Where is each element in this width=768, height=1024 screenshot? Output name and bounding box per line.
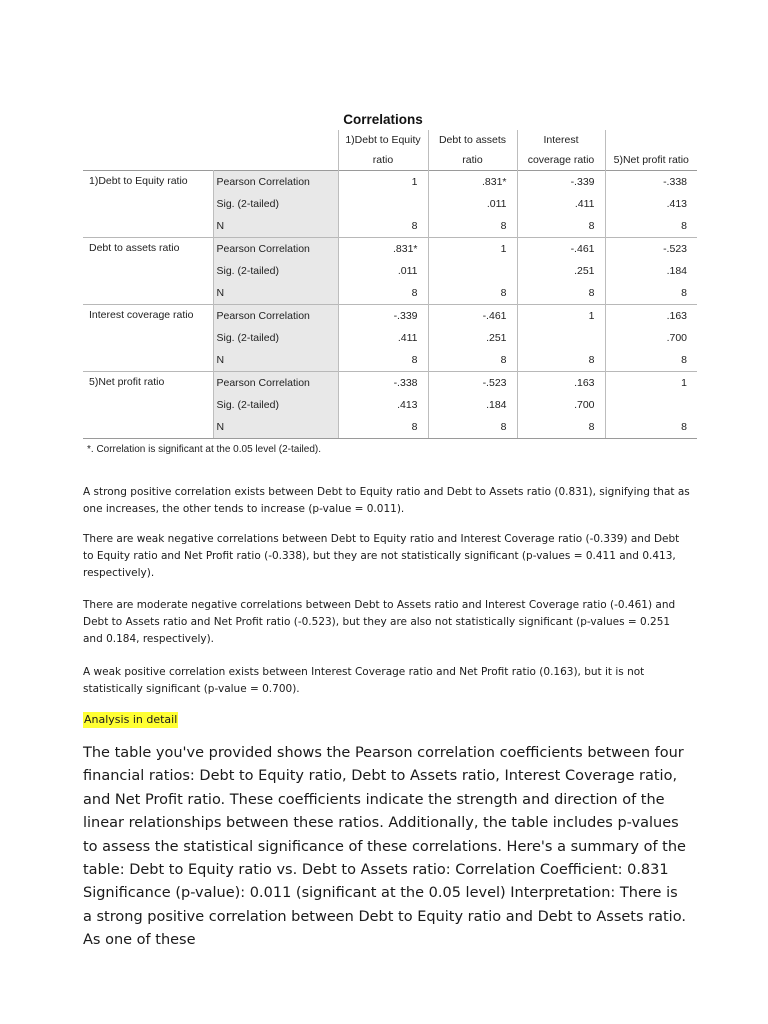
table-cell: 8: [517, 416, 605, 439]
table-cell: [605, 394, 697, 416]
header-row-1: [83, 130, 697, 150]
table-cell: 8: [338, 349, 428, 372]
stat-label: Pearson Correlation: [213, 305, 338, 328]
col-header-4-line1: [605, 130, 697, 150]
col-header-2-line2: ratio: [428, 150, 517, 171]
stat-label: N: [213, 349, 338, 372]
table-cell: -.338: [605, 171, 697, 194]
col-header-2-line1: Debt to assets: [428, 130, 517, 150]
table-cell: 8: [605, 282, 697, 305]
stat-label: N: [213, 416, 338, 439]
col-header-1-line2: ratio: [338, 150, 428, 171]
col-header-3-line1: Interest: [517, 130, 605, 150]
stat-label: Pearson Correlation: [213, 238, 338, 261]
table-title: Correlations: [343, 112, 423, 127]
stat-label: Sig. (2-tailed): [213, 394, 338, 416]
table-cell: -.523: [605, 238, 697, 261]
table-cell: .700: [517, 394, 605, 416]
table-cell: 8: [338, 416, 428, 439]
table-cell: 8: [338, 215, 428, 238]
table-cell: [428, 260, 517, 282]
table-cell: -.339: [338, 305, 428, 328]
table-cell: 1: [338, 171, 428, 194]
table-row: [83, 305, 697, 328]
table-cell: .251: [517, 260, 605, 282]
stat-label: N: [213, 282, 338, 305]
detail-paragraph: The table you've provided shows the Pearson correlation coefficients between four financial ratios: Debt to Equity ratio, Debt to Assets ratio, Interest Coverage ratio, and Net Profit ratio. These coefficients indicate the strength and direction of the linear relationships between these ratios. Additionally, the table includes p-values to assess the statistical significance of these correlations. Here's a summary of the table: Debt to Equity ratio vs. Debt to Assets ratio: Correlation Coefficient: 0.831 Significance (p-value): 0.011 (significant at the 0.05 level) Interpretation: There is a strong positive correlation between Debt to Equity ratio and Debt to Assets ratio. As one of these: [83, 745, 686, 949]
col-header-1-line1: 1)Debt to Equity: [338, 130, 428, 150]
table-cell: .163: [605, 305, 697, 328]
table-cell: 8: [605, 349, 697, 372]
table-cell: .184: [428, 394, 517, 416]
table-cell: .413: [338, 394, 428, 416]
correlations-table: [83, 130, 697, 439]
stat-label: Sig. (2-tailed): [213, 327, 338, 349]
table-cell: .184: [605, 260, 697, 282]
table-cell: .011: [428, 193, 517, 215]
table-cell: -.461: [517, 238, 605, 261]
stat-label: N: [213, 215, 338, 238]
table-cell: 8: [605, 215, 697, 238]
table-cell: -.523: [428, 372, 517, 395]
table-cell: [338, 193, 428, 215]
table-cell: 8: [428, 215, 517, 238]
paragraph-3: There are moderate negative correlations between Debt to Assets ratio and Interest Coverage ratio (-0.461) and Debt to Assets ratio and Net Profit ratio (-0.523), but they are also not statistically significant (p-values = 0.251 and 0.184, respectively).: [83, 599, 676, 645]
stat-label: Sig. (2-tailed): [213, 260, 338, 282]
table-cell: .831*: [428, 171, 517, 194]
table-row: [83, 238, 697, 261]
table-cell: -.338: [338, 372, 428, 395]
table-cell: 8: [517, 282, 605, 305]
paragraph-4: A weak positive correlation exists between Interest Coverage ratio and Net Profit ratio (0.163), but it is not statistically significant (p-value = 0.700).: [83, 666, 645, 695]
highlighted-heading: Analysis in detail: [84, 713, 178, 726]
table-cell: 8: [428, 282, 517, 305]
table-cell: -.339: [517, 171, 605, 194]
table-cell: .011: [338, 260, 428, 282]
stat-label: Pearson Correlation: [213, 171, 338, 194]
table-cell: 8: [517, 215, 605, 238]
table-cell: 8: [517, 349, 605, 372]
table-cell: .251: [428, 327, 517, 349]
row-header: 1)Debt to Equity ratio: [83, 171, 213, 238]
table-cell: .411: [517, 193, 605, 215]
stat-label: Pearson Correlation: [213, 372, 338, 395]
row-header: 5)Net profit ratio: [83, 372, 213, 439]
table-cell: .163: [517, 372, 605, 395]
col-header-3-line2: coverage ratio: [517, 150, 605, 171]
table-cell: 1: [517, 305, 605, 328]
table-footnote: *. Correlation is significant at the 0.05 level (2-tailed).: [87, 444, 322, 455]
table-cell: 8: [605, 416, 697, 439]
table-cell: 8: [428, 416, 517, 439]
table-cell: 8: [428, 349, 517, 372]
table-cell: .413: [605, 193, 697, 215]
table-cell: .700: [605, 327, 697, 349]
table-cell: .411: [338, 327, 428, 349]
table-row: [83, 372, 697, 395]
table-cell: .831*: [338, 238, 428, 261]
table-cell: 1: [428, 238, 517, 261]
table-cell: [517, 327, 605, 349]
paragraph-2: There are weak negative correlations between Debt to Equity ratio and Interest Coverage ratio (-0.339) and Debt to Equity ratio and Net Profit ratio (-0.338), but they are not statistically significant (p-values = 0.411 and 0.413, respectively).: [83, 533, 680, 579]
paragraph-1: A strong positive correlation exists between Debt to Equity ratio and Debt to Assets ratio (0.831), signifying that as one increases, the other tends to increase (p-value = 0.011).: [83, 486, 690, 515]
stat-label: Sig. (2-tailed): [213, 193, 338, 215]
col-header-4-line2: 5)Net profit ratio: [605, 150, 697, 171]
table-cell: 8: [338, 282, 428, 305]
header-row-2: [83, 150, 697, 171]
table-row: [83, 171, 697, 194]
table-cell: -.461: [428, 305, 517, 328]
row-header: Debt to assets ratio: [83, 238, 213, 305]
table-cell: 1: [605, 372, 697, 395]
row-header: Interest coverage ratio: [83, 305, 213, 372]
